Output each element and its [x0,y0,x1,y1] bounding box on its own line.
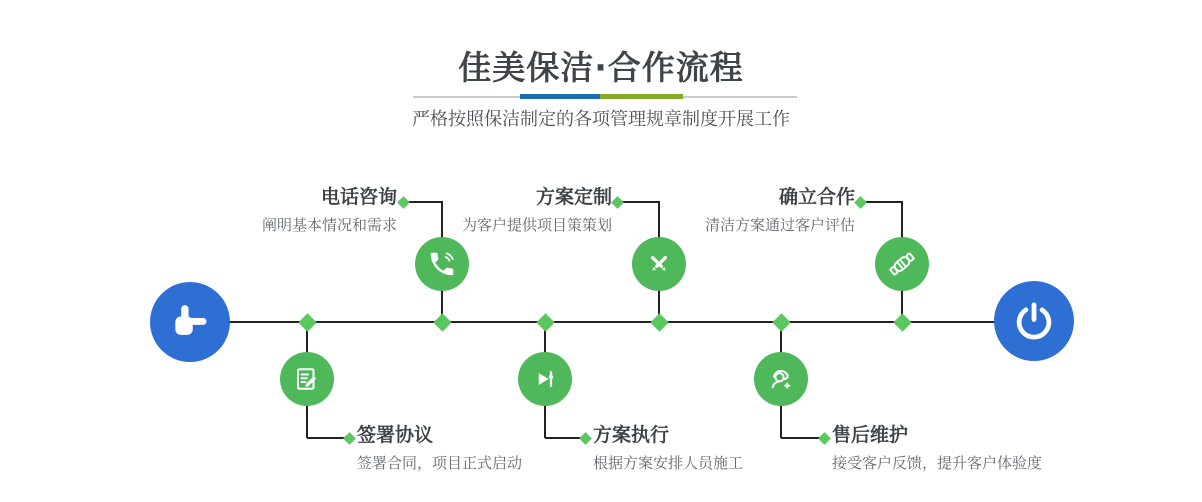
step-label-agreement [357,424,522,473]
label-diamond [818,432,831,445]
step-desc: 接受客户反馈，提升客户体验度 [832,453,1043,472]
step-circle-aftersales [754,352,808,406]
page-title: 佳美保洁·合作流程 [458,48,744,87]
pointing-hand-icon [168,300,212,344]
step-desc: 签署合同，项目正式启动 [357,453,523,472]
crossed-pencils-icon [644,249,674,279]
step-title: 方案执行 [593,424,670,446]
customer-service-icon [766,364,796,394]
flow-end-node [994,281,1074,361]
step-circle-agreement [280,352,334,406]
step-circle-plan [632,237,686,291]
document-edit-icon [292,364,322,394]
timeline-node-diamond [650,313,668,331]
label-diamond [854,196,867,209]
title-divider-green-segment [600,94,683,99]
power-icon [1012,299,1056,343]
timeline-node-diamond [893,313,911,331]
step-label-execution [593,424,743,473]
timeline-node-diamond [298,313,316,331]
step-title: 电话咨询 [320,186,397,208]
step-desc: 清洁方案通过客户评估 [704,215,855,234]
label-diamond [343,432,356,445]
step-circle-execution [518,352,572,406]
timeline-node-diamond [772,313,790,331]
step-label-phone [262,186,397,235]
step-title: 确立合作 [778,186,855,208]
flow-start-node [150,282,230,362]
step-label-aftersales [832,424,1042,473]
step-desc: 为客户提供项目策策划 [461,215,612,234]
phone-icon [427,249,457,279]
step-label-plan [462,186,612,235]
label-diamond [611,196,624,209]
step-circle-phone [415,237,469,291]
step-label-cooperation [705,186,855,235]
play-execute-icon [530,364,560,394]
timeline-node-diamond [433,313,451,331]
step-circle-cooperation [875,237,929,291]
label-diamond [397,196,410,209]
step-desc: 根据方案安排人员施工 [593,453,744,472]
timeline-node-diamond [536,313,554,331]
step-desc: 阐明基本情况和需求 [261,215,397,234]
title-divider-blue-segment [520,94,600,99]
label-diamond [579,432,592,445]
step-title: 售后维护 [832,424,909,446]
page-subtitle: 严格按照保洁制定的各项管理规章制度开展工作 [412,109,790,130]
handshake-icon [887,249,917,279]
step-title: 方案定制 [535,186,612,208]
step-title: 签署协议 [357,424,434,446]
